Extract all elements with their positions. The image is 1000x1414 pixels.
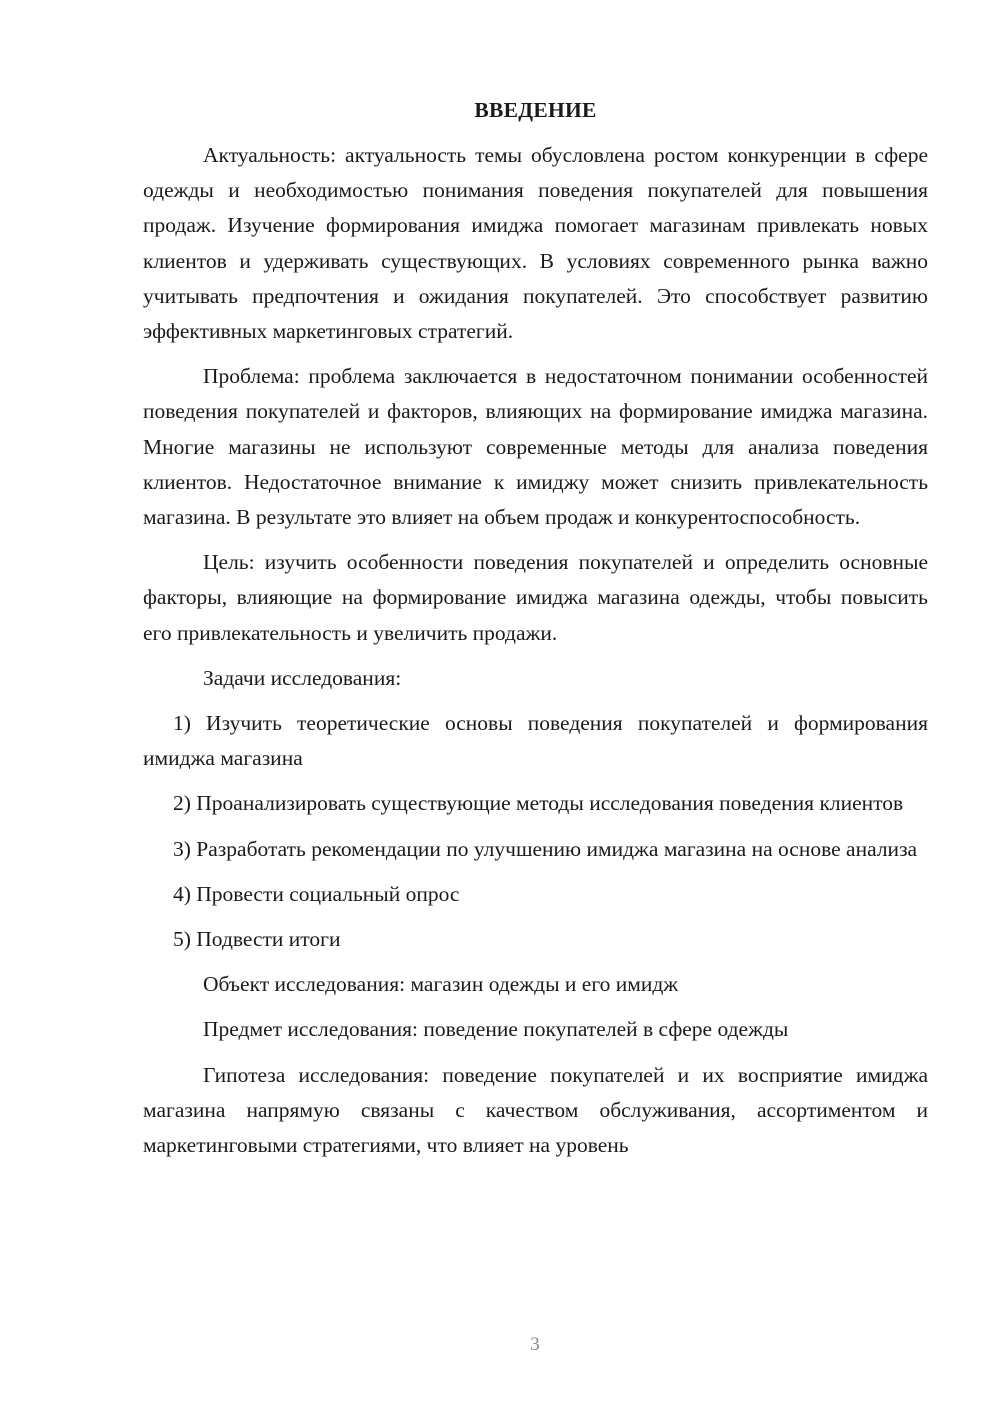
problem-paragraph: Проблема: проблема заключается в недостаточном понимании особенностей поведения покупателей и факторов, влияющих на формирование имиджа магазина. Многие магазины не используют современные методы для анализа поведения клиентов. Недостаточное внимание к имиджу может снизить привлекательность магазина. В результате это влияет на объем продаж и конкурентоспособность.: [143, 364, 928, 530]
task-item: 5) Подвести итоги: [173, 927, 341, 952]
hypothesis-paragraph: Гипотеза исследования: поведение покупателей и их восприятие имиджа магазина напрямую связаны с качеством обслуживания, ассортиментом и маркетинговыми стратегиями, что влияет на уровень: [143, 1062, 928, 1158]
tasks-heading: Задачи исследования:: [203, 665, 402, 690]
relevance-paragraph: Актуальность: актуальность темы обусловлена ростом конкуренции в сфере одежды и необходимостью понимания поведения покупателей для повышения продаж. Изучение формирования имиджа помогает магазинам привлекать новых клиентов и удерживать существующих. В условиях современного рынка важно учитывать предпочтения и ожидания покупателей. Это способствует развитию эффективных маркетинговых стратегий.: [143, 143, 928, 344]
section-title: ВВЕДЕНИЕ: [474, 98, 597, 122]
task-item: 3) Разработать рекомендации по улучшению имиджа магазина на основе анализа: [173, 836, 918, 861]
page-number: 3: [530, 1334, 540, 1355]
document-page: [143, 92, 928, 1173]
object-paragraph: Объект исследования: магазин одежды и его имидж: [203, 972, 679, 997]
task-item: 4) Провести социальный опрос: [173, 881, 460, 906]
task-item: 1) Изучить теоретические основы поведения покупателей и формирования имиджа магазина: [143, 711, 928, 771]
task-item: 2) Проанализировать существующие методы исследования поведения клиентов: [173, 791, 904, 816]
goal-paragraph: Цель: изучить особенности поведения покупателей и определить основные факторы, влияющие на формирование имиджа магазина одежды, чтобы повысить его привлекательность и увеличить продажи.: [143, 550, 928, 645]
subject-paragraph: Предмет исследования: поведение покупателей в сфере одежды: [203, 1017, 789, 1042]
